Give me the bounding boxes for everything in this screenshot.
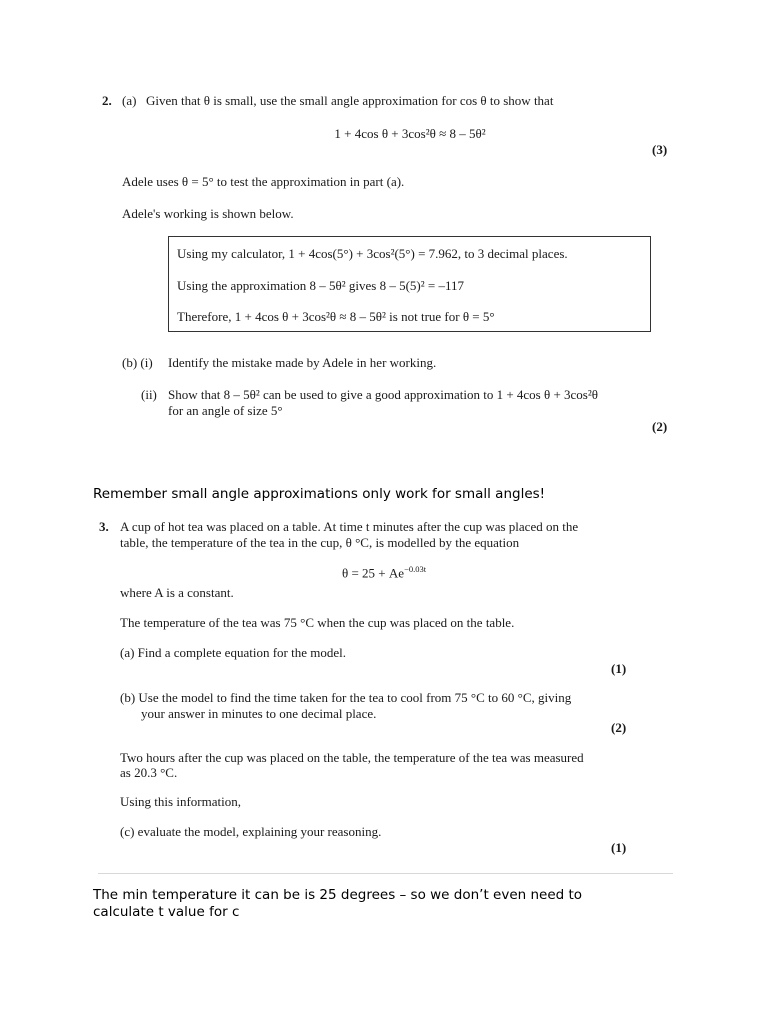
working-line: Using my calculator, 1 + 4cos(5°) + 3cos²(5°) = 7.962, to 3 decimal places.: [177, 246, 568, 261]
question-text: Given that θ is small, use the small angle approximation for cos θ to show that: [146, 93, 554, 108]
working-line: Therefore, 1 + 4cos θ + 3cos²θ ≈ 8 – 5θ² is not true for θ = 5°: [177, 309, 495, 324]
question-text: table, the temperature of the tea in the cup, θ °C, is modelled by the equation: [120, 535, 520, 550]
question-text: Using this information,: [120, 794, 241, 809]
question-text: Two hours after the cup was placed on the table, the temperature of the tea was measured: [120, 750, 584, 765]
question-text: A cup of hot tea was placed on a table. At time t minutes after the cup was placed on the: [120, 519, 579, 534]
marks: (2): [652, 419, 668, 434]
question-text: The temperature of the tea was 75 °C when the cup was placed on the table.: [120, 615, 515, 630]
working-line: Using the approximation 8 – 5θ² gives 8 – 5(5)² = –117: [177, 278, 464, 293]
marks: (2): [611, 720, 627, 735]
part-label: (b) (i): [122, 355, 153, 370]
note-line: calculate t value for c: [93, 904, 240, 920]
note-line: The min temperature it can be is 25 degrees – so we don’t even need to: [93, 887, 583, 903]
question-text: Adele's working is shown below.: [122, 206, 294, 221]
marks: (1): [611, 661, 627, 676]
question-text: for an angle of size 5°: [168, 403, 283, 418]
note-text: Remember small angle approximations only work for small angles!: [93, 486, 546, 502]
equation-exponent: −0.03t: [404, 564, 427, 574]
part-label: (ii): [141, 387, 157, 402]
equation-main: θ = 25 + Ae: [342, 565, 405, 581]
marks: (1): [611, 840, 627, 855]
marks: (3): [652, 142, 668, 157]
part-label: (a): [122, 93, 137, 108]
question-number: 3.: [99, 519, 109, 534]
question-text: (c) evaluate the model, explaining your reasoning.: [120, 824, 382, 839]
question-text: (b) Use the model to find the time taken for the tea to cool from 75 °C to 60 °C, giving: [120, 690, 572, 705]
question-text: Identify the mistake made by Adele in her working.: [168, 355, 437, 370]
equation: [342, 564, 426, 581]
question-text: Adele uses θ = 5° to test the approximation in part (a).: [122, 174, 405, 189]
question-text: where A is a constant.: [120, 585, 234, 600]
equation: 1 + 4cos θ + 3cos²θ ≈ 8 – 5θ²: [334, 126, 486, 141]
working-box: [168, 236, 651, 332]
question-text: your answer in minutes to one decimal place.: [141, 706, 377, 721]
question-text: as 20.3 °C.: [120, 765, 178, 780]
question-text: (a) Find a complete equation for the model.: [120, 645, 346, 660]
divider: [98, 873, 673, 874]
question-number: 2.: [102, 93, 112, 108]
question-text: Show that 8 – 5θ² can be used to give a good approximation to 1 + 4cos θ + 3cos²θ: [168, 387, 598, 402]
